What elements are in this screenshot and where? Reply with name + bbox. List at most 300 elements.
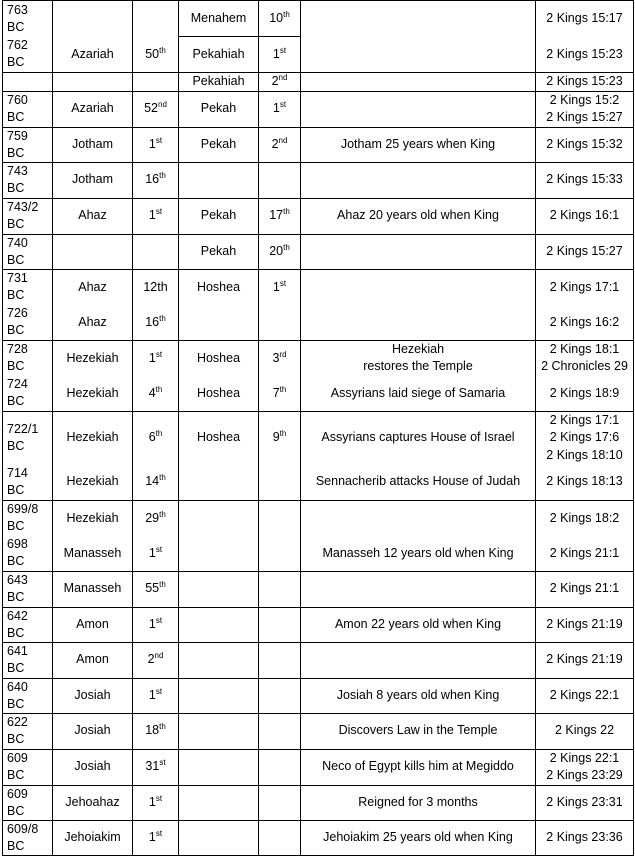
israel-year-cell	[259, 785, 301, 820]
judah-king-cell	[53, 1, 133, 37]
year-value: 722/1	[7, 421, 39, 436]
israel-year-cell	[259, 305, 301, 340]
judah-king-name: Manasseh	[63, 545, 122, 560]
israel-year-cell	[259, 678, 301, 713]
event-cell	[301, 820, 536, 855]
year-cell	[3, 678, 53, 713]
event-cell	[301, 73, 536, 92]
year-value: 640	[7, 679, 28, 694]
table-row	[3, 376, 634, 411]
judah-reign-year-suffix: nd	[154, 651, 164, 661]
scripture-reference: 2 Kings 18:13	[546, 474, 623, 488]
judah-year-cell	[133, 73, 179, 92]
judah-year-cell	[133, 607, 179, 642]
year-era: BC	[7, 482, 25, 497]
judah-reign-year-suffix: nd	[158, 100, 167, 110]
event-cell	[301, 500, 536, 536]
judah-king-name: Hezekiah	[66, 385, 119, 400]
table-body	[3, 1, 634, 856]
judah-king-cell	[53, 269, 133, 305]
israel-reign-year: 2	[271, 136, 279, 151]
judah-year-cell	[133, 37, 179, 73]
judah-reign-year-suffix: th	[159, 171, 166, 181]
judah-king-cell	[53, 500, 133, 536]
scripture-reference: 2 Kings 18:2	[549, 510, 620, 525]
event-cell	[301, 536, 536, 571]
event-cell	[301, 749, 536, 785]
judah-king-name: Josiah	[74, 687, 111, 702]
year-era: BC	[7, 181, 25, 195]
scripture-reference: 2 Kings 18:10	[546, 447, 623, 462]
israel-year-cell	[259, 607, 301, 642]
judah-king-name: Hezekiah	[66, 510, 119, 525]
israel-year-cell	[259, 91, 301, 127]
israel-king-cell	[179, 678, 259, 713]
year-value: 726	[7, 306, 28, 321]
year-value: 642	[7, 608, 28, 623]
year-value: 724	[7, 377, 28, 392]
judah-reign-year: 31	[145, 759, 160, 774]
israel-year-cell	[259, 749, 301, 785]
event-text: Jotham 25 years when King	[340, 136, 496, 151]
judah-king-cell	[53, 749, 133, 785]
judah-king-name: Amon	[76, 652, 109, 667]
table-row	[3, 411, 634, 464]
year-value: 609	[7, 786, 28, 801]
judah-reign-year: 1	[148, 616, 156, 631]
year-cell	[3, 376, 53, 411]
year-era: BC	[7, 438, 25, 453]
judah-reign-year: 2	[147, 652, 155, 667]
scripture-reference: 2 Kings 15:23	[546, 74, 623, 88]
year-cell	[3, 500, 53, 536]
israel-year-cell	[259, 162, 301, 198]
israel-year-cell	[259, 1, 301, 37]
judah-king-cell	[53, 642, 133, 678]
judah-king-name: Josiah	[74, 759, 111, 774]
reference-cell	[536, 785, 634, 820]
scripture-reference: 2 Kings 16:1	[549, 208, 620, 223]
judah-year-cell	[133, 234, 179, 269]
event-text: Hezekiah	[391, 341, 445, 356]
table-row	[3, 607, 634, 642]
israel-king-cell	[179, 411, 259, 464]
year-era: BC	[7, 661, 25, 675]
year-era: BC	[7, 768, 25, 782]
reference-cell	[536, 464, 634, 500]
table-row	[3, 464, 634, 500]
event-cell	[301, 464, 536, 500]
scripture-reference: 2 Kings 22:1	[549, 687, 620, 702]
judah-king-cell	[53, 536, 133, 571]
judah-reign-year: 1	[148, 350, 156, 365]
event-cell	[301, 91, 536, 127]
event-text: Assyrians captures House of Israel	[321, 430, 515, 444]
year-value: 743	[7, 164, 28, 178]
year-cell	[3, 820, 53, 855]
scripture-reference: 2 Kings 18:9	[549, 385, 620, 400]
judah-king-cell	[53, 73, 133, 92]
judah-king-name: Jotham	[72, 136, 113, 151]
scripture-reference: 2 Kings 18:1	[549, 341, 620, 356]
event-text: Assyrians laid siege of Samaria	[330, 385, 506, 400]
reference-cell	[536, 536, 634, 571]
event-cell	[301, 305, 536, 340]
judah-king-cell	[53, 464, 133, 500]
israel-year-cell	[259, 500, 301, 536]
judah-king-cell	[53, 340, 133, 376]
year-cell	[3, 269, 53, 305]
judah-king-cell	[53, 305, 133, 340]
year-value: 714	[7, 465, 28, 480]
judah-king-name: Jotham	[72, 172, 113, 187]
judah-reign-year: 16	[145, 314, 160, 329]
year-era: BC	[7, 590, 25, 604]
scripture-reference: 2 Kings 17:1	[549, 279, 620, 294]
year-cell	[3, 785, 53, 820]
event-cell	[301, 785, 536, 820]
year-cell	[3, 73, 53, 92]
judah-reign-year-suffix: st	[155, 207, 163, 217]
judah-reign-year: 1	[148, 687, 156, 702]
table-row	[3, 749, 634, 785]
israel-king-name: Pekah	[200, 243, 237, 258]
event-cell	[301, 37, 536, 73]
table-row	[3, 678, 634, 713]
reference-cell	[536, 269, 634, 305]
event-text: Jehoiakim 25 years old when King	[323, 829, 513, 844]
reference-cell	[536, 411, 634, 464]
year-value: 760	[7, 93, 28, 107]
judah-year-cell	[133, 340, 179, 376]
judah-reign-year: 1	[148, 136, 156, 151]
israel-king-name: Hoshea	[196, 385, 241, 400]
table-row	[3, 37, 634, 73]
judah-king-cell	[53, 411, 133, 464]
judah-year-cell	[133, 127, 179, 162]
israel-reign-year: 9	[272, 430, 280, 444]
judah-king-name: Jehoiakim	[64, 829, 121, 844]
year-era: BC	[7, 803, 25, 818]
year-cell	[3, 464, 53, 500]
israel-king-name: Pekahiah	[192, 46, 245, 61]
israel-king-cell	[179, 269, 259, 305]
scripture-reference: 2 Kings 15:33	[546, 172, 623, 187]
event-cell	[301, 642, 536, 678]
judah-king-name: Josiah	[74, 723, 111, 738]
event-cell	[301, 198, 536, 234]
judah-reign-year: 1	[148, 829, 156, 844]
israel-year-cell	[259, 642, 301, 678]
judah-year-cell	[133, 376, 179, 411]
judah-king-cell	[53, 607, 133, 642]
year-value: 731	[7, 271, 28, 286]
table-row	[3, 1, 634, 37]
israel-year-cell	[259, 464, 301, 500]
israel-king-cell	[179, 305, 259, 340]
israel-king-name: Hoshea	[196, 430, 241, 444]
year-era: BC	[7, 110, 25, 124]
israel-king-name: Hoshea	[196, 350, 241, 365]
judah-year-cell	[133, 678, 179, 713]
year-value: 759	[7, 128, 28, 143]
judah-king-name: Amon	[76, 616, 109, 631]
year-value: 698	[7, 537, 28, 552]
year-value: 728	[7, 342, 28, 357]
judah-king-cell	[53, 571, 133, 607]
judah-king-name: Ahaz	[78, 314, 107, 329]
israel-king-cell	[179, 820, 259, 855]
israel-king-cell	[179, 37, 259, 73]
year-cell	[3, 607, 53, 642]
event-cell	[301, 607, 536, 642]
event-text: Neco of Egypt kills him at Megiddo	[322, 759, 514, 774]
table-row	[3, 713, 634, 749]
israel-king-name: Pekah	[200, 208, 237, 223]
judah-reign-year: 4	[148, 385, 156, 400]
table-row	[3, 91, 634, 127]
table-row	[3, 73, 634, 92]
year-era: BC	[7, 732, 25, 746]
judah-reign-year: 1	[148, 208, 156, 223]
year-era: BC	[7, 554, 25, 569]
israel-king-cell	[179, 234, 259, 269]
year-era: BC	[7, 55, 25, 70]
reference-cell	[536, 500, 634, 536]
event-cell	[301, 678, 536, 713]
judah-king-name: Ahaz	[78, 208, 107, 223]
reference-cell	[536, 162, 634, 198]
scripture-reference: 2 Kings 15:2	[549, 92, 620, 107]
israel-reign-year: 1	[272, 279, 280, 294]
judah-year-cell	[133, 571, 179, 607]
judah-reign-year-suffix: th	[159, 472, 166, 482]
israel-king-cell	[179, 198, 259, 234]
event-cell	[301, 234, 536, 269]
israel-year-cell	[259, 127, 301, 162]
year-cell	[3, 37, 53, 73]
year-era: BC	[7, 323, 25, 338]
israel-king-cell	[179, 500, 259, 536]
table-row	[3, 127, 634, 162]
judah-king-cell	[53, 91, 133, 127]
kings-chronology-table	[2, 0, 634, 856]
scripture-reference: 2 Kings 15:32	[546, 136, 623, 151]
judah-reign-year-suffix: st	[155, 828, 163, 838]
table-row	[3, 305, 634, 340]
israel-year-cell	[259, 73, 301, 92]
israel-king-cell	[179, 1, 259, 37]
scripture-reference: 2 Chronicles 29	[541, 359, 628, 374]
scripture-reference: 2 Kings 22:1	[549, 750, 620, 765]
judah-year-cell	[133, 536, 179, 571]
judah-reign-year-suffix: st	[155, 686, 163, 696]
event-text: Discovers Law in the Temple	[338, 723, 498, 738]
reference-cell	[536, 820, 634, 855]
judah-year-cell	[133, 162, 179, 198]
judah-reign-year: 18	[145, 723, 160, 738]
israel-reign-year: 3	[272, 350, 280, 365]
israel-reign-year-suffix: st	[279, 100, 287, 110]
judah-year-cell	[133, 642, 179, 678]
year-cell	[3, 642, 53, 678]
year-cell	[3, 305, 53, 340]
judah-reign-year: 14	[145, 474, 160, 488]
year-cell	[3, 536, 53, 571]
judah-year-cell	[133, 820, 179, 855]
israel-king-cell	[179, 162, 259, 198]
judah-king-name: Manasseh	[63, 581, 122, 596]
reference-cell	[536, 571, 634, 607]
israel-reign-year: 20	[269, 243, 284, 258]
judah-king-cell	[53, 376, 133, 411]
year-value: 763	[7, 2, 28, 17]
israel-king-cell	[179, 73, 259, 92]
israel-reign-year-suffix: th	[283, 9, 290, 19]
reference-cell	[536, 198, 634, 234]
judah-year-cell	[133, 749, 179, 785]
israel-year-cell	[259, 536, 301, 571]
judah-reign-year-suffix: th	[159, 313, 166, 323]
reference-cell	[536, 73, 634, 92]
reference-cell	[536, 642, 634, 678]
year-cell	[3, 749, 53, 785]
israel-king-cell	[179, 91, 259, 127]
israel-king-cell	[179, 127, 259, 162]
reference-cell	[536, 1, 634, 37]
judah-king-cell	[53, 127, 133, 162]
israel-king-cell	[179, 749, 259, 785]
year-era: BC	[7, 696, 25, 711]
year-cell	[3, 127, 53, 162]
judah-year-cell	[133, 269, 179, 305]
israel-king-name: Pekah	[200, 101, 237, 116]
israel-reign-year-suffix: th	[279, 428, 287, 438]
table-row	[3, 340, 634, 376]
judah-year-cell	[133, 198, 179, 234]
israel-reign-year: 2	[271, 74, 279, 88]
judah-king-name: Jehoahaz	[65, 794, 120, 809]
israel-reign-year-suffix: st	[279, 45, 287, 55]
judah-reign-year: 12th	[143, 279, 168, 294]
judah-reign-year-suffix: st	[155, 135, 163, 145]
year-cell	[3, 1, 53, 37]
israel-year-cell	[259, 340, 301, 376]
israel-year-cell	[259, 713, 301, 749]
judah-reign-year-suffix: st	[155, 793, 163, 803]
scripture-reference: 2 Kings 15:27	[546, 243, 623, 258]
table-row	[3, 500, 634, 536]
year-era: BC	[7, 288, 25, 303]
judah-reign-year: 16	[145, 172, 160, 187]
judah-reign-year-suffix: th	[159, 45, 166, 55]
year-value: 609/8	[7, 821, 39, 836]
year-era: BC	[7, 145, 25, 160]
judah-king-name: Azariah	[71, 101, 114, 116]
israel-king-cell	[179, 607, 259, 642]
year-value: 643	[7, 573, 28, 587]
year-era: BC	[7, 359, 25, 374]
judah-reign-year: 55	[145, 581, 160, 596]
judah-king-cell	[53, 785, 133, 820]
year-cell	[3, 340, 53, 376]
judah-reign-year-suffix: st	[155, 615, 163, 625]
israel-reign-year-suffix: th	[283, 207, 290, 217]
year-cell	[3, 162, 53, 198]
reference-cell	[536, 37, 634, 73]
israel-reign-year-suffix: nd	[278, 135, 288, 145]
event-text: Manasseh 12 years old when King	[322, 545, 514, 560]
event-text: Ahaz 20 years old when King	[337, 208, 499, 223]
judah-reign-year-suffix: st	[155, 544, 163, 554]
scripture-reference: 2 Kings 17:6	[549, 430, 620, 444]
israel-year-cell	[259, 411, 301, 464]
judah-reign-year-suffix: st	[159, 758, 166, 768]
judah-king-cell	[53, 820, 133, 855]
event-text-line2: restores the Temple	[363, 359, 473, 374]
reference-cell	[536, 340, 634, 376]
judah-reign-year-suffix: th	[159, 722, 166, 732]
judah-king-name: Azariah	[71, 46, 114, 61]
year-era: BC	[7, 217, 25, 231]
judah-reign-year-suffix: th	[159, 509, 166, 519]
table-row	[3, 642, 634, 678]
table-row	[3, 269, 634, 305]
judah-king-cell	[53, 678, 133, 713]
year-era: BC	[7, 519, 25, 534]
event-text: Josiah 8 years old when King	[336, 687, 500, 702]
reference-cell	[536, 678, 634, 713]
judah-reign-year: 52	[144, 101, 158, 116]
judah-year-cell	[133, 500, 179, 536]
judah-year-cell	[133, 785, 179, 820]
israel-year-cell	[259, 198, 301, 234]
scripture-reference: 2 Kings 15:23	[546, 46, 623, 61]
table-row	[3, 785, 634, 820]
event-text: Amon 22 years old when King	[334, 616, 502, 631]
event-cell	[301, 713, 536, 749]
israel-reign-year: 17	[269, 208, 284, 223]
judah-reign-year: 1	[148, 545, 156, 560]
scripture-reference: 2 Kings 23:31	[546, 794, 623, 809]
event-cell	[301, 269, 536, 305]
event-cell	[301, 376, 536, 411]
israel-year-cell	[259, 820, 301, 855]
israel-king-cell	[179, 536, 259, 571]
judah-year-cell	[133, 305, 179, 340]
judah-king-cell	[53, 198, 133, 234]
reference-cell	[536, 305, 634, 340]
year-value: 743/2	[7, 200, 39, 214]
judah-year-cell	[133, 713, 179, 749]
reference-cell	[536, 127, 634, 162]
israel-reign-year: 1	[272, 46, 280, 61]
scripture-reference: 2 Kings 17:1	[549, 412, 620, 427]
judah-reign-year: 6	[148, 430, 156, 444]
israel-king-cell	[179, 642, 259, 678]
scripture-reference: 2 Kings 16:2	[549, 314, 620, 329]
year-cell	[3, 234, 53, 269]
israel-reign-year: 1	[272, 101, 280, 116]
scripture-reference: 2 Kings 15:27	[546, 110, 623, 124]
year-value: 740	[7, 235, 28, 250]
israel-year-cell	[259, 571, 301, 607]
year-cell	[3, 713, 53, 749]
year-value: 762	[7, 38, 28, 53]
judah-year-cell	[133, 91, 179, 127]
israel-king-name: Menahem	[190, 10, 247, 25]
judah-year-cell	[133, 464, 179, 500]
